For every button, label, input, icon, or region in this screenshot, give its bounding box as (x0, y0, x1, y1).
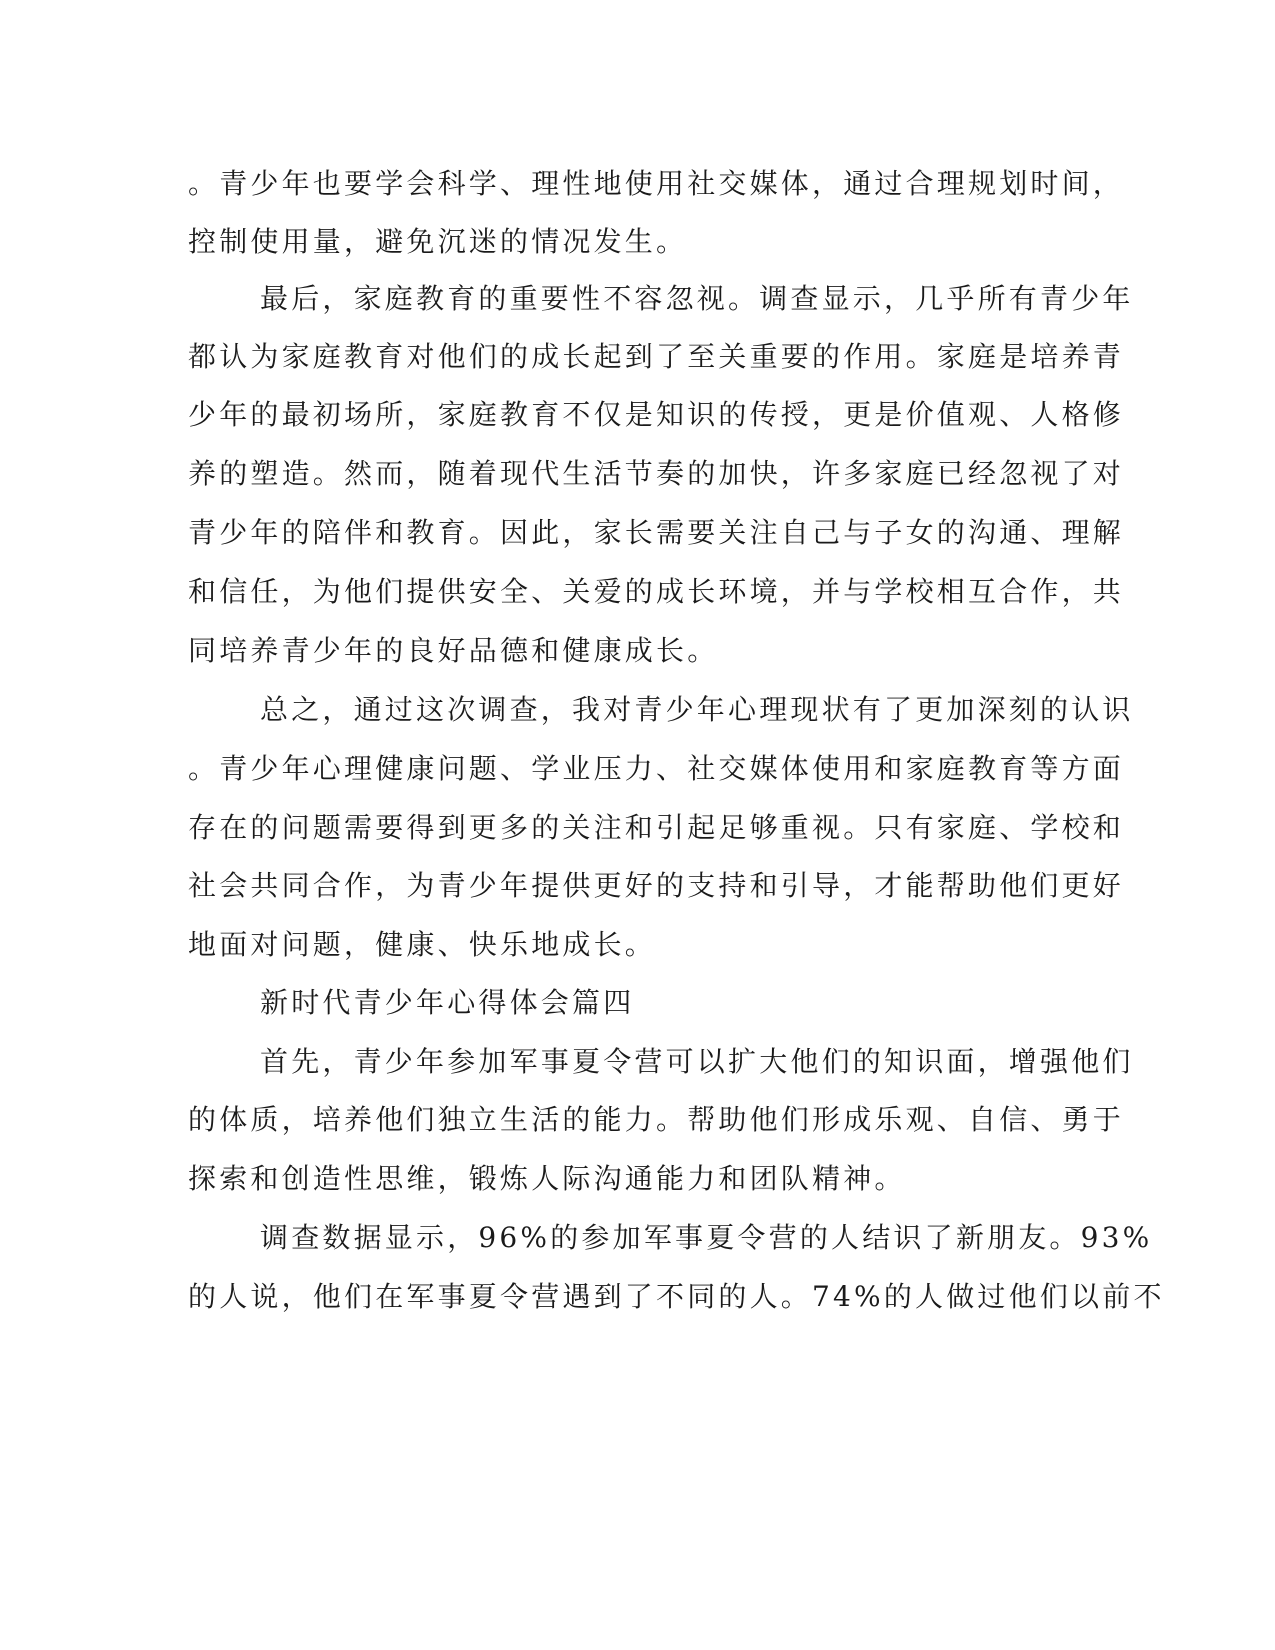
text-line: 。青少年心理健康问题、学业压力、社交媒体使用和家庭教育等方面 (188, 752, 1125, 785)
text-line: 少年的最初场所，家庭教育不仅是知识的传授，更是价值观、人格修 (188, 398, 1125, 431)
paragraph-start: 首先，青少年参加军事夏令营可以扩大他们的知识面，增强他们 (260, 1045, 1134, 1078)
text-line: 和信任，为他们提供安全、关爱的成长环境，并与学校相互合作，共 (188, 575, 1125, 608)
text-line: 的人说，他们在军事夏令营遇到了不同的人。74%的人做过他们以前不 (188, 1280, 1165, 1313)
section-heading: 新时代青少年心得体会篇四 (260, 986, 635, 1019)
paragraph-start: 总之，通过这次调查，我对青少年心理现状有了更加深刻的认识 (260, 693, 1134, 726)
text-line: 的体质，培养他们独立生活的能力。帮助他们形成乐观、自信、勇于 (188, 1103, 1125, 1136)
paragraph-start: 最后，家庭教育的重要性不容忽视。调查显示，几乎所有青少年 (260, 282, 1134, 315)
text-line: 青少年的陪伴和教育。因此，家长需要关注自己与子女的沟通、理解 (188, 516, 1125, 549)
text-line: 社会共同合作，为青少年提供更好的支持和引导，才能帮助他们更好 (188, 869, 1125, 902)
text-line: 。青少年也要学会科学、理性地使用社交媒体，通过合理规划时间， (188, 167, 1125, 200)
text-line: 探索和创造性思维，锻炼人际沟通能力和团队精神。 (188, 1162, 906, 1195)
text-line: 养的塑造。然而，随着现代生活节奏的加快，许多家庭已经忽视了对 (188, 457, 1125, 490)
text-line: 地面对问题，健康、快乐地成长。 (188, 928, 657, 961)
text-line: 都认为家庭教育对他们的成长起到了至关重要的作用。家庭是培养青 (188, 340, 1125, 373)
text-line: 控制使用量，避免沉迷的情况发生。 (188, 225, 688, 258)
text-line: 存在的问题需要得到更多的关注和引起足够重视。只有家庭、学校和 (188, 811, 1125, 844)
text-line: 同培养青少年的良好品德和健康成长。 (188, 634, 719, 667)
paragraph-start: 调查数据显示，96%的参加军事夏令营的人结识了新朋友。93% (260, 1221, 1153, 1254)
